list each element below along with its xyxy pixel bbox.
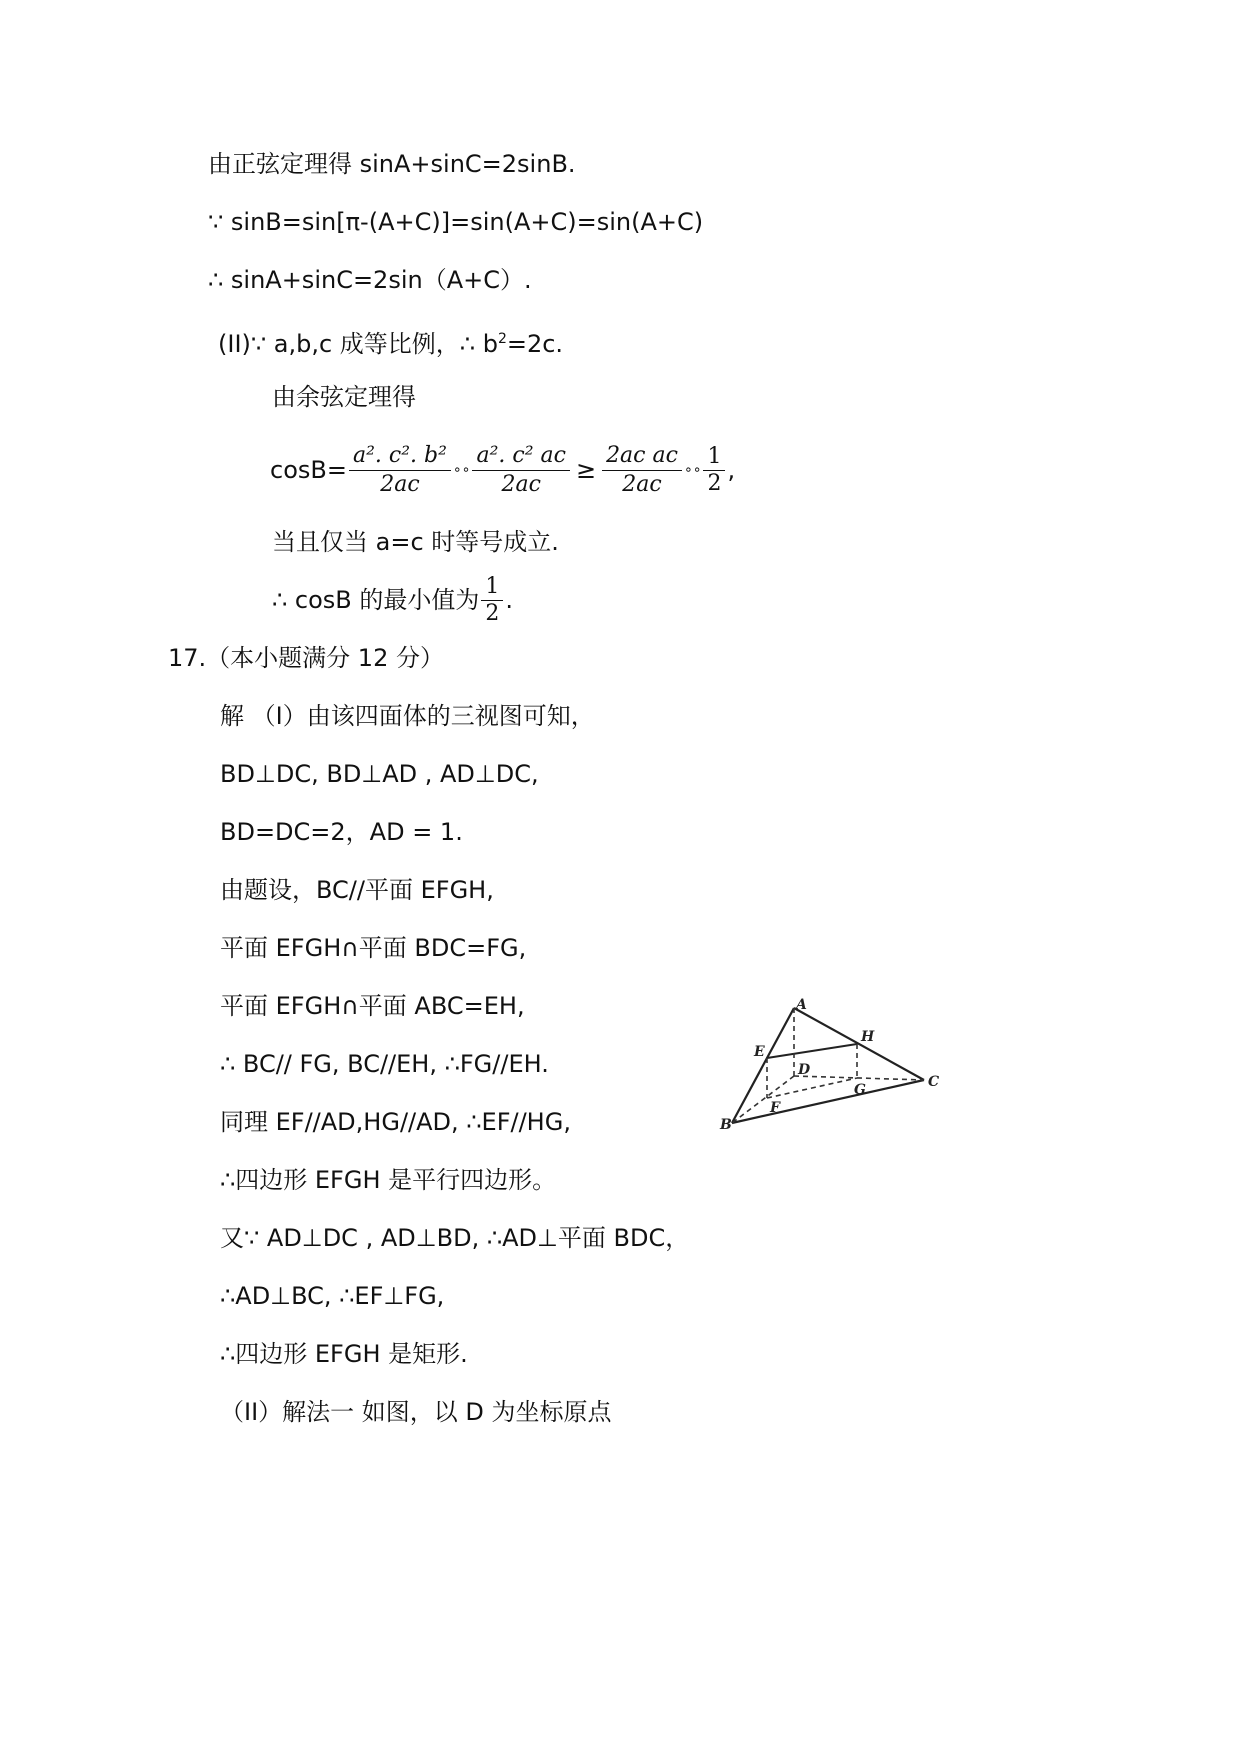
label-a: A bbox=[796, 998, 807, 1013]
tetrahedron-figure bbox=[712, 998, 952, 1148]
formula-lhs: cosB= bbox=[270, 456, 347, 484]
label-b: B bbox=[720, 1117, 732, 1133]
text-line-16: ∴ BC// FG, BC//EH, ∴FG//EH. bbox=[220, 1050, 549, 1078]
line-4-superscript: 2 bbox=[497, 331, 507, 347]
fraction-3-denominator: 2ac bbox=[622, 471, 662, 497]
formula-operator-2: ∘∘ bbox=[683, 462, 702, 478]
text-line-17: 同理 EF//AD,HG//AD, ∴EF//HG, bbox=[220, 1108, 571, 1136]
label-h: H bbox=[861, 1029, 875, 1045]
label-f: F bbox=[770, 1100, 780, 1116]
formula-fraction-2 bbox=[472, 442, 570, 499]
label-g: G bbox=[854, 1082, 866, 1098]
segment-fg bbox=[767, 1078, 857, 1098]
cosine-formula bbox=[270, 438, 735, 502]
fraction-2-numerator: a². c² ac bbox=[472, 442, 570, 471]
text-line-22: （II）解法一 如图，以 D 为坐标原点 bbox=[220, 1398, 612, 1426]
formula-tail: , bbox=[727, 456, 736, 484]
text-line-14: 平面 EFGH∩平面 BDC=FG, bbox=[220, 934, 527, 962]
fraction-2-denominator: 2ac bbox=[501, 471, 541, 497]
text-line-2: ∵ sinB=sin[π-(A+C)]=sin(A+C)=sin(A+C) bbox=[208, 208, 704, 236]
line-4-text: (II)∵ a,b,c 成等比例，∴ b bbox=[218, 330, 498, 358]
edge-ac bbox=[794, 1008, 924, 1080]
text-line-11: BD⊥DC, BD⊥AD , AD⊥DC, bbox=[220, 760, 539, 788]
segment-eh bbox=[767, 1044, 857, 1058]
fraction-4-denominator: 2 bbox=[707, 470, 722, 496]
text-line-8 bbox=[272, 570, 513, 630]
text-line-12: BD=DC=2，AD = 1. bbox=[220, 818, 463, 846]
formula-fraction-3 bbox=[602, 442, 682, 499]
min-value-fraction bbox=[481, 574, 503, 627]
text-line-3: ∴ sinA+sinC=2sin（A+C）. bbox=[208, 266, 532, 294]
formula-fraction-1 bbox=[349, 442, 451, 499]
formula-geq: ≥ bbox=[575, 456, 597, 484]
text-line-18: ∴四边形 EFGH 是平行四边形。 bbox=[220, 1166, 557, 1194]
line-4-text-end: =2c. bbox=[506, 330, 564, 358]
text-line-7: 当且仅当 a=c 时等号成立. bbox=[272, 528, 559, 556]
fraction-1-numerator: a². c². b² bbox=[349, 442, 451, 471]
text-line-13: 由题设，BC//平面 EFGH, bbox=[220, 876, 494, 904]
min-fraction-denominator: 2 bbox=[485, 600, 500, 626]
line-8-period: . bbox=[505, 586, 514, 614]
label-d: D bbox=[798, 1062, 811, 1078]
text-line-20: ∴AD⊥BC, ∴EF⊥FG, bbox=[220, 1282, 445, 1310]
fraction-1-denominator: 2ac bbox=[380, 471, 420, 497]
edge-bc bbox=[732, 1080, 924, 1123]
problem-17-heading: 17.（本小题满分 12 分） bbox=[168, 644, 444, 672]
fraction-3-numerator: 2ac ac bbox=[602, 442, 682, 471]
text-line-1: 由正弦定理得 sinA+sinC=2sinB. bbox=[208, 150, 576, 178]
text-line-19: 又∵ AD⊥DC , AD⊥BD, ∴AD⊥平面 BDC， bbox=[220, 1224, 690, 1252]
text-line-10: 解 （I）由该四面体的三视图可知， bbox=[220, 702, 595, 730]
edge-ab bbox=[732, 1008, 794, 1123]
text-line-4 bbox=[218, 323, 563, 360]
label-e: E bbox=[754, 1044, 765, 1060]
formula-operator-1: ∘∘ bbox=[452, 462, 471, 478]
min-fraction-numerator: 1 bbox=[481, 574, 503, 601]
fraction-4-numerator: 1 bbox=[703, 444, 725, 471]
formula-fraction-4 bbox=[703, 444, 725, 497]
label-c: C bbox=[928, 1074, 940, 1090]
edge-dc bbox=[794, 1076, 924, 1080]
text-line-15: 平面 EFGH∩平面 ABC=EH, bbox=[220, 992, 525, 1020]
line-8-text: ∴ cosB 的最小值为 bbox=[272, 586, 480, 614]
text-line-5: 由余弦定理得 bbox=[272, 383, 416, 411]
text-line-21: ∴四边形 EFGH 是矩形. bbox=[220, 1340, 468, 1368]
